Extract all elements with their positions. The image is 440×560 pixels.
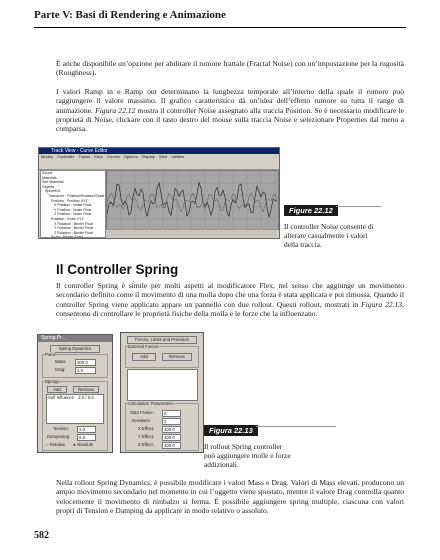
- curve-graph: [106, 170, 279, 230]
- tree-item[interactable]: Z Rotation : Bezier Float: [54, 230, 93, 235]
- spring-panel-title: Spring Pr...: [38, 335, 112, 342]
- menu-item-tracks[interactable]: Tracks: [78, 154, 91, 159]
- track-view-screenshot: [38, 147, 280, 239]
- springs-list-value: 2.0 / 0.5: [78, 395, 94, 400]
- tree-item[interactable]: Y Rotation : Bezier Float: [54, 226, 93, 231]
- tree-item[interactable]: Materials: [42, 175, 57, 180]
- x-effect-field[interactable]: 100.0: [162, 426, 181, 433]
- springs-list-item[interactable]: Self Influence: [48, 395, 75, 400]
- forces-limits-panel: [120, 332, 204, 453]
- tree-item[interactable]: Transform : Position/Rotation/Scale: [48, 193, 105, 198]
- iterations-field[interactable]: 2: [162, 418, 181, 425]
- tension-field[interactable]: 2.0: [77, 426, 96, 433]
- running-header: Parte V: Basi di Rendering e Animazione: [34, 9, 226, 21]
- forces-limits-rollout[interactable]: Forces, Limits and Precision: [127, 336, 197, 344]
- header-rule: [34, 27, 406, 28]
- point-group-label: Point: [45, 352, 55, 357]
- add-spring-button[interactable]: Add: [47, 386, 67, 393]
- track-tree: [40, 170, 106, 238]
- figure-22-13-caption: Il rollout Spring controller può aggiungere molle e forze addizionali.: [204, 442, 291, 469]
- forces-list[interactable]: [127, 369, 198, 401]
- x-effect-label: X Effect:: [138, 426, 155, 431]
- absolute-radio-label: Absolute: [76, 442, 94, 447]
- figure-ref-22-12: Figura 22.12: [95, 105, 136, 115]
- menu-item-controller[interactable]: Controller: [57, 154, 75, 159]
- menu-item-keys[interactable]: Keys: [94, 154, 104, 159]
- track-view-titlebar: Track View - Curve Editor: [39, 148, 279, 154]
- tree-item[interactable]: Rotation : Euler XYZ: [51, 216, 84, 221]
- drag-field[interactable]: 1.0: [75, 367, 96, 374]
- caption-rule: [256, 426, 336, 427]
- external-forces-label: External Forces: [128, 344, 159, 349]
- z-effect-field[interactable]: 100.0: [162, 442, 181, 449]
- spring-dynamics-rollout[interactable]: Spring Dynamics: [50, 345, 100, 353]
- section-heading: Il Controller Spring: [56, 262, 179, 277]
- noise-curve: [107, 182, 277, 217]
- tree-item[interactable]: Z Position : Noise Float: [54, 212, 92, 217]
- absolute-radio[interactable]: ● Absolute: [73, 442, 94, 447]
- mass-label: Mass:: [55, 359, 67, 364]
- add-force-button[interactable]: Add: [132, 353, 156, 361]
- tree-item[interactable]: Sphere01: [45, 189, 61, 194]
- figure-22-12-caption-block: [284, 200, 379, 249]
- figure-22-12-tag: Figure 22.12: [284, 205, 338, 216]
- page-number: 582: [34, 530, 49, 541]
- springs-group: [42, 381, 108, 451]
- menu-item-curves[interactable]: Curves: [107, 154, 120, 159]
- mass-field[interactable]: 300.0: [75, 359, 96, 366]
- paragraph-2-text-b: mostra il controller Noise assegnato alla traccia Position. Se è necessario modificare le proprietà di Noise, clickare con il tasto destro del mouse sulla traccia Noise e selezionare Properties dal menu a comparsa.: [56, 105, 404, 134]
- figure-22-13-caption-block: [204, 420, 294, 469]
- springs-group-label: Springs: [45, 379, 60, 384]
- external-forces-group: [125, 346, 199, 368]
- dampening-label: Dampening:: [47, 434, 71, 439]
- figure-22-13-tag: Figura 22.13: [204, 425, 258, 436]
- paragraph-2: [56, 87, 404, 133]
- noise-curve-plot: [107, 171, 278, 229]
- figure-ref-22-13: Figura 22.13: [361, 299, 403, 309]
- tree-item[interactable]: Sound: [42, 171, 53, 175]
- remove-force-button[interactable]: Remove: [162, 353, 192, 361]
- paragraph-3: [56, 281, 404, 318]
- tree-item[interactable]: Self Materials: [42, 180, 64, 185]
- dampening-field[interactable]: 0.5: [77, 434, 96, 441]
- tension-label: Tension:: [53, 426, 70, 431]
- relative-radio-label: Relative: [49, 442, 66, 447]
- y-effect-label: Y Effect:: [138, 434, 155, 439]
- calculation-parameters-group: [125, 403, 199, 451]
- paragraph-4: Nella rollout Spring Dynamics, è possibile modificare i valori Mass e Drag. Valori di Mass elevati, producono un ampio movimento secondario nel momento in cui l’oggetto viene spostato, mentre il valore Drag controlla quanto velocemente il movimento di rimbalzo si ferma. È possibile aggiungere spring multiple, ciascuna con valori propri di Tension e Damping da applicare in modo relativo o assoluto.: [56, 478, 404, 515]
- menu-item-view[interactable]: View: [158, 154, 168, 159]
- remove-spring-button[interactable]: Remove: [73, 386, 99, 393]
- track-view-toolbar: [39, 160, 279, 170]
- start-frame-field[interactable]: 0: [162, 410, 181, 417]
- relative-radio[interactable]: ○ Relative: [46, 442, 66, 447]
- track-view-statusbar: [106, 229, 277, 237]
- menu-item-utilities[interactable]: Utilities: [171, 154, 185, 159]
- z-effect-label: Z Effect:: [138, 442, 154, 447]
- caption-rule: [336, 206, 381, 207]
- menu-item-modes[interactable]: Modes: [41, 154, 54, 159]
- calc-params-label: Calculation Parameters: [128, 401, 173, 406]
- tree-item[interactable]: Objects: [42, 184, 55, 189]
- tree-item[interactable]: Scale : Bezier Scale: [51, 235, 84, 238]
- start-frame-label: Start Frame:: [130, 410, 154, 415]
- figure-22-12-caption: Il controller Noise consente di alterare casualmente i valori della traccia.: [284, 222, 374, 249]
- springs-list[interactable]: [46, 394, 104, 424]
- paragraph-3-text-b: , consentono di controllare le proprietà fisiche della molla e le forze che la influenzano.: [56, 299, 404, 318]
- tree-item[interactable]: X Position : Noise Float: [54, 203, 92, 208]
- iterations-label: Iterations:: [132, 418, 151, 423]
- spring-properties-panel: [37, 334, 113, 453]
- point-group: [42, 354, 108, 378]
- tree-item[interactable]: Y Position : Noise Float: [54, 207, 92, 212]
- tree-item[interactable]: Position : Position XYZ: [51, 198, 88, 203]
- menu-item-options[interactable]: Options: [123, 154, 138, 159]
- y-effect-field[interactable]: 100.0: [162, 434, 181, 441]
- paragraph-3-text-a: Il controller Spring è simile per molti aspetti al modificatore Flex, nel senso che aggiunge un movimento secondario definito come il movimento di una molla dopo che una forza è stata applicata e poi rimossa. Quando il controller Spring viene applicato appare un pannello con due rollout. Questi rollout, mostrati in: [56, 281, 404, 309]
- menu-item-display[interactable]: Display: [141, 154, 155, 159]
- drag-label: Drag:: [55, 367, 66, 372]
- tree-item[interactable]: X Rotation : Bezier Float: [54, 221, 93, 226]
- paragraph-1: È anche disponibile un’opzione per abilitare il rumore frattale (Fractal Noise) con un’impostazione per la rugosità (Roughness).: [56, 59, 404, 78]
- paragraph-2-text-a: I valori Ramp in e Ramp out determinano la lunghezza temporale all’interno della quale il rumore può raggiungere il valore massimo. Il grafico caratteristico dà un’idea dell’effetto rumore su tutta il range di animazione.: [56, 87, 404, 115]
